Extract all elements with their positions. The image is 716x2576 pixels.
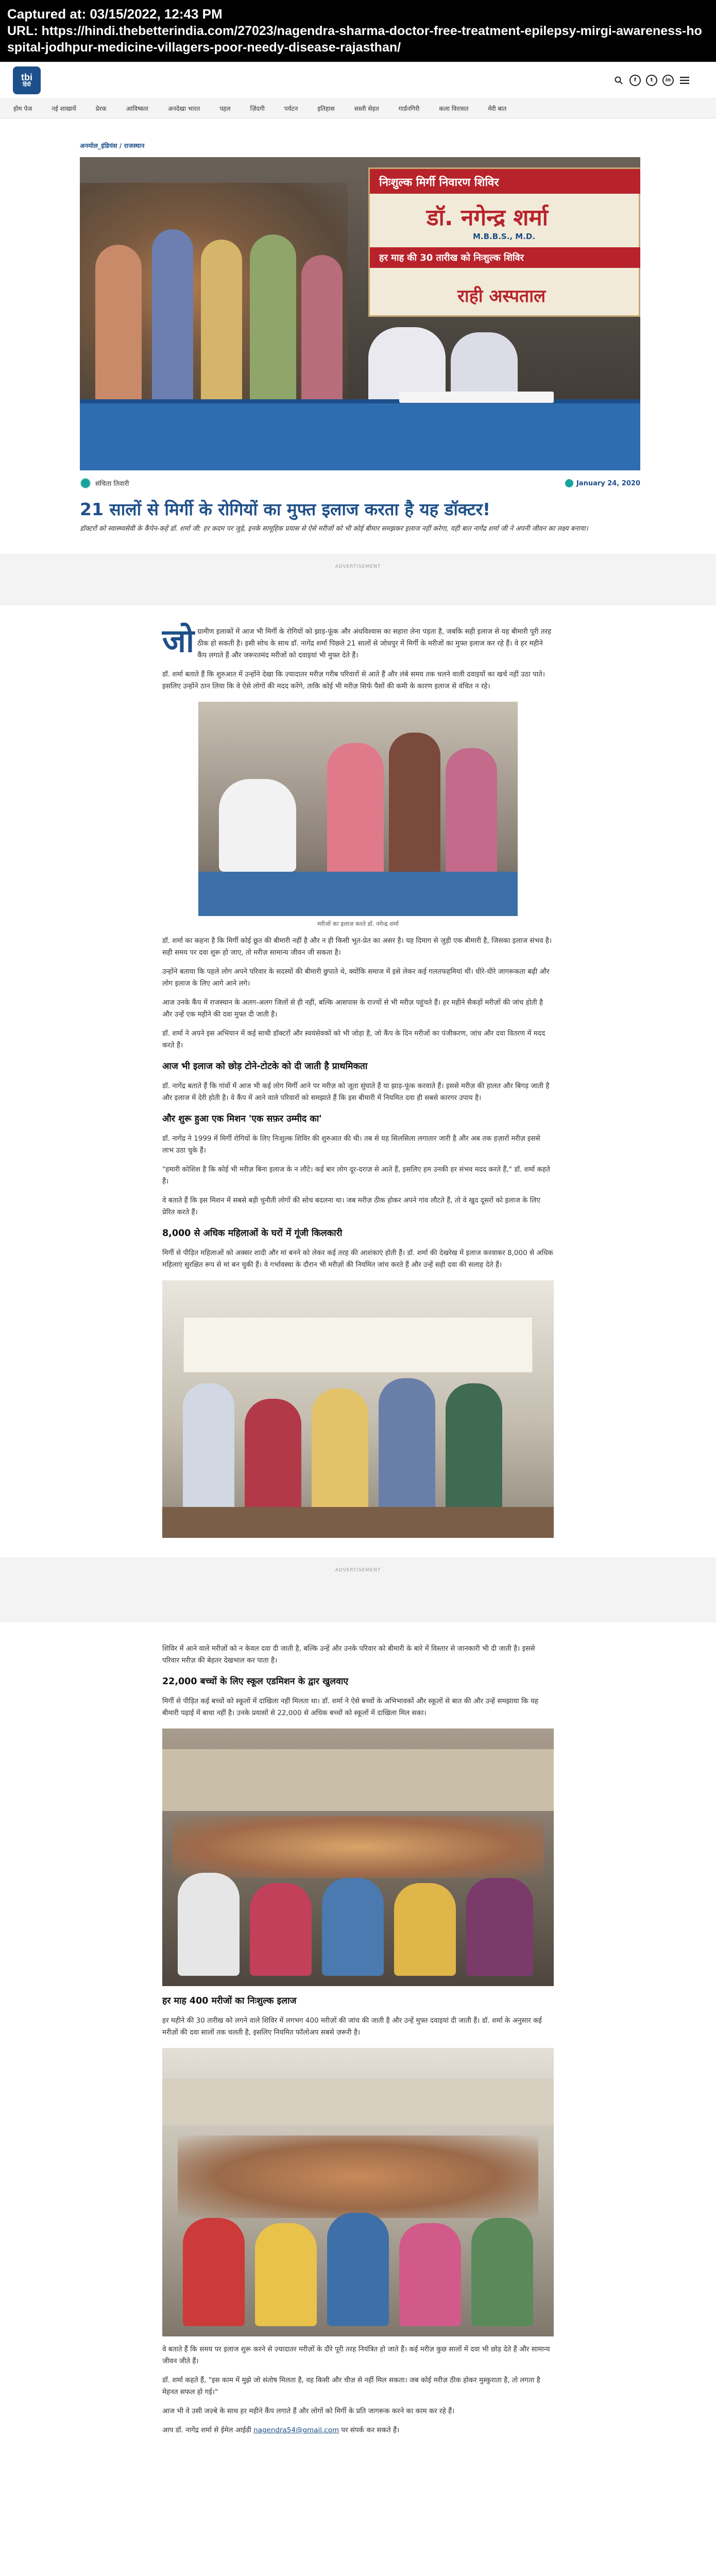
nav-item-history[interactable]: इतिहास: [317, 105, 335, 112]
nav-item-gardening[interactable]: गार्डनगिरी: [398, 105, 420, 112]
site-header: [0, 62, 716, 99]
article-body: [162, 622, 554, 1538]
section-heading: 22,000 बच्चों के लिए स्कूल एडमिशन के द्वार खुलवाए: [162, 1676, 349, 1687]
contact-text-after: पर संपर्क कर सकते हैं।: [341, 2426, 400, 2434]
section-heading: 8,000 से अधिक महिलाओं के घरों में गूंजी किलकारी: [162, 1228, 343, 1239]
twitter-icon[interactable]: t: [646, 75, 657, 86]
hero-banner-top: निःशुल्क मिर्गी निवारण शिविर: [379, 176, 499, 189]
nav-item-tourism[interactable]: पर्यटन: [284, 105, 298, 112]
author-info[interactable]: [80, 478, 129, 489]
author-name[interactable]: संचिता तिवारी: [95, 480, 129, 488]
article-paragraph: मिर्गी से पीड़ित कई बच्चों को स्कूलों में दाखिला नहीं मिलता था। डॉ. शर्मा ने ऐसे बच्चों के अभिभावकों और स्कूलों से बात की और उन्हें समझाया कि यह बीमारी पढ़ाई में बाधा नहीं है। उनके प्रयासों से 22,000 से अधिक बच्चों को स्कूलों में दाखिला मिल सका।: [162, 1697, 539, 1717]
author-avatar: [80, 478, 91, 489]
capture-timestamp: Captured at: 03/15/2022, 12:43 PM: [7, 6, 223, 22]
facebook-icon[interactable]: f: [629, 75, 641, 86]
section-heading: आज भी इलाज को छोड़ टोने-टोटके को दी जाती है प्राथमिकता: [162, 1061, 368, 1072]
article-photo-2: [162, 1280, 554, 1538]
hero-banner-degree: M.B.B.S., M.D.: [473, 232, 536, 241]
ad-label-2: ADVERTISEMENT: [335, 1568, 381, 1573]
article-paragraph: डॉ. नागेंद्र ने 1999 में मिर्गी रोगियों के लिए निःशुल्क शिविर की शुरुआत की थी। तब से यह सिलसिला लगातार जारी है और अब तक हज़ारों मरीज़ इससे लाभ उठा चुके हैं।: [162, 1134, 540, 1155]
section-heading: और शुरू हुआ एक मिशन 'एक सफ़र उम्मीद का': [162, 1114, 322, 1124]
section-heading: हर माह 400 मरीजों का निःशुल्क इलाज: [162, 1996, 297, 2006]
hero-banner: [368, 167, 640, 317]
nav-item-art-heritage[interactable]: कला विरासत: [439, 105, 469, 112]
capture-url: URL: https://hindi.thebetterindia.com/27023/nagendra-sharma-doctor-free-treatment-epilepsy-mirgi-awareness-hospital-jodhpur-medicine-villagers-poor-needy-disease-rajasthan/: [7, 24, 702, 55]
article-paragraph: वे बताते हैं कि समय पर इलाज शुरू करने से ज़्यादातर मरीज़ों के दौरे पूरी तरह नियंत्रित हो जाते हैं। कई मरीज़ कुछ सालों में दवा भी छोड़ देते हैं और सामान्य जीवन जीते हैं।: [162, 2345, 550, 2365]
article-figure-2: [162, 1280, 554, 1538]
instagram-icon[interactable]: in: [662, 75, 674, 86]
publish-date: [565, 479, 640, 487]
article-paragraph: आज भी वे उसी जज़्बे के साथ हर महीने कैंप लगाते हैं और लोगों को मिर्गी के प्रति जागरूक करने का काम कर रहे हैं।: [162, 2407, 455, 2415]
nav-item-new-branches[interactable]: नई शाखायें: [52, 105, 76, 112]
article-paragraph: डॉ. शर्मा कहते हैं, "इस काम में मुझे जो संतोष मिलता है, वह किसी और चीज़ से नहीं मिल सकता। जब कोई मरीज़ ठीक होकर मुस्कुराता है, तो लगता है मेहनत सफल हो गई।": [162, 2376, 540, 2396]
article-paragraph: "हमारी कोशिश है कि कोई भी मरीज़ बिना इलाज के न लौटे। कई बार लोग दूर-दराज़ से आते हैं, इसलिए हम उनकी हर संभव मदद करते हैं," डॉ. शर्मा कहते हैं।: [162, 1165, 550, 1185]
photo-caption-1: मरीजों का इलाज करते डॉ. नगेन्द्र शर्मा: [317, 920, 399, 927]
article-paragraph: आज उनके कैंप में राजस्थान के अलग-अलग जिलों से ही नहीं, बल्कि आसपास के राज्यों से भी मरीज़ पहुंचते हैं। हर महीने सैकड़ों मरीज़ों की जांच होती है और उन्हें एक महीने की दवा मुफ्त दी जाती है।: [162, 998, 543, 1019]
logo-text: हिंदी: [23, 82, 31, 88]
article-dek: डॉक्टरों को स्वास्थ्यसेवी के कैंपेन-कहें डॉ. शर्मा जी: हर कदम पर जुड़े, इनके सामूहिक प्रयास से ऐसे मरीजों को भी कोई बीमार समझकर इलाज नहीं करेगा, यही बात नागेंद्र शर्मा जी ने अपनी जीवन का लक्ष्य बनाया।: [80, 525, 588, 533]
hero-banner-venue: राही अस्पताल: [457, 286, 546, 307]
article-paragraph: डॉ. शर्मा बताते हैं कि शुरुआत में उन्होंने देखा कि ज़्यादातर मरीज़ गरीब परिवारों से आते हैं और लंबे समय तक चलने वाली दवाइयों का खर्च नहीं उठा पाते। इसलिए उन्होंने ठान लिया कि वे ऐसे लोगों की मदद करेंगे, ताकि कोई भी मरीज़ सिर्फ पैसों की कमी के कारण इलाज से वंचित न रहे।: [162, 670, 545, 690]
article-paragraph: उन्होंने बताया कि पहले लोग अपने परिवार के सदस्यों की बीमारी छुपाते थे, क्योंकि समाज में इसे लेकर कई गलतफहमियां थीं। धीरे-धीरे जागरूकता बढ़ी और लोग इलाज के लिए आगे आने लगे।: [162, 968, 550, 988]
article-paragraph: डॉ. शर्मा ने अपने इस अभियान में कई साथी डॉक्टरों और स्वयंसेवकों को भी जोड़ा है, जो कैंप के दिन मरीजों का पंजीकरण, जांच और दवा वितरण में मदद करते हैं।: [162, 1029, 545, 1049]
logo-mark: tbi: [21, 72, 32, 82]
article-paragraph: जोग्रामीण इलाकों में आज भी मिर्गी के रोगियों को झाड़-फूंक और अंधविश्वास का सहारा लेना पड़ता है, जबकि सही इलाज से यह बीमारी पूरी तरह ठीक हो सकती है। इसी सोच के साथ डॉ. नागेंद्र शर्मा पिछले 21 सालों से जोधपुर में मिर्गी के मरीजों का मुफ्त इलाज कर रहे हैं। वे हर महीने कैंप लगाते हैं और जरूरतमंद मरीजों को दवाइयां भी मुफ्त देते हैं।: [162, 622, 552, 659]
site-logo[interactable]: [13, 66, 41, 94]
nav-item-innovation[interactable]: आविष्कार: [126, 105, 148, 112]
ad-label: ADVERTISEMENT: [335, 564, 381, 569]
article-figure-1: [162, 702, 554, 928]
hero-image: [80, 157, 640, 470]
publish-date-text: January 24, 2020: [576, 479, 640, 487]
article-photo-3: [162, 1728, 554, 1986]
nav-item-unseen-india[interactable]: अनदेखा भारत: [167, 105, 200, 112]
advertisement-slot: [0, 554, 716, 605]
article-meta: [80, 478, 640, 489]
article-paragraph: हर महीने की 30 तारीख को लगने वाले शिविर में लगभग 400 मरीज़ों की जांच की जाती है और उन्हें मुफ्त दवाइयां दी जाती हैं। डॉ. शर्मा के अनुसार कई मरीज़ों की दवा सालों तक चलती है, इसलिए नियमित फॉलोअप सबसे ज़रूरी है।: [162, 2016, 542, 2037]
menu-icon[interactable]: [679, 75, 690, 86]
nav-item-my-view[interactable]: मेरी बात: [488, 105, 507, 112]
article-headline: 21 सालों से मिर्गी के रोगियों का मुफ्त इलाज करता है यह डॉक्टर!: [80, 499, 491, 519]
nav-item-inspiring[interactable]: प्रेरक: [95, 105, 107, 112]
article-photo-1: [198, 702, 518, 916]
nav-item-affordable-health[interactable]: सस्ती सेहत: [354, 105, 379, 112]
hero-banner-line: हर माह की 30 तारीख को निःशुल्क शिविर: [379, 252, 524, 263]
search-icon[interactable]: [613, 75, 624, 86]
drop-cap: जो: [162, 622, 195, 659]
advertisement-slot-2: [0, 1557, 716, 1622]
contact-text-before: आप डॉ. नागेंद्र शर्मा से ईमेल आईडी: [162, 2426, 251, 2434]
calendar-icon: [565, 479, 573, 487]
header-actions: [613, 75, 690, 86]
capture-info-bar: [0, 0, 716, 62]
contact-email-link[interactable]: nagendra54@gmail.com: [253, 2426, 339, 2434]
article-body-continued: [162, 1643, 554, 2436]
contact-paragraph: [162, 2425, 554, 2436]
article-paragraph: डॉ. शर्मा का कहना है कि मिर्गी कोई छूत की बीमारी नहीं है और न ही किसी भूत-प्रेत का असर है। यह दिमाग से जुड़ी एक बीमारी है, जिसका इलाज संभव है। सही समय पर दवा शुरू हो जाए, तो मरीज़ सामान्य जीवन जी सकता है।: [162, 937, 552, 957]
main-nav: [0, 99, 716, 118]
article-figure-3: [162, 1728, 554, 1986]
nav-item-life[interactable]: ज़िंदगी: [250, 105, 265, 112]
breadcrumb[interactable]: अनमोल_इंडियंस / राजस्थान: [80, 142, 145, 149]
nav-item-home[interactable]: होम पेज: [13, 105, 32, 112]
article-paragraph: मिर्गी से पीड़ित महिलाओं को अक्सर शादी और मां बनने को लेकर कई तरह की आशंकाएं होती हैं। डॉ. शर्मा की देखरेख में इलाज करवाकर 8,000 से अधिक महिलाएं सुरक्षित रूप से मां बन चुकी हैं। वे गर्भावस्था के दौरान भी मरीज़ों की नियमित जांच करते हैं और उन्हें सही दवा की सलाह देते हैं।: [162, 1249, 553, 1269]
article-photo-4: [162, 2048, 554, 2336]
hero-banner-name: डॉ. नगेन्द्र शर्मा: [427, 205, 549, 231]
article-paragraph: वे बताते हैं कि इस मिशन में सबसे बड़ी चुनौती लोगों की सोच बदलना था। जब मरीज़ ठीक होकर अपने गांव लौटते हैं, तो वे खुद दूसरों को इलाज के लिए प्रेरित करते हैं।: [162, 1196, 540, 1216]
article-paragraph: डॉ. नागेंद्र बताते हैं कि गांवों में आज भी कई लोग मिर्गी आने पर मरीज़ को जूता सुंघाते हैं या झाड़-फूंक करवाते हैं। इससे मरीज़ की हालत और बिगड़ जाती है और इलाज में देरी होती है। वे कैंप में आने वाले परिवारों को समझाते हैं कि इस बीमारी में नियमित दवा ही सबसे कारगर उपाय है।: [162, 1082, 550, 1102]
nav-item-initiative[interactable]: पहल: [219, 105, 231, 112]
article-paragraph: शिविर में आने वाले मरीज़ों को न केवल दवा दी जाती है, बल्कि उन्हें और उनके परिवार को बीमारी के बारे में विस्तार से जानकारी भी दी जाती है। इससे परिवार मरीज़ की बेहतर देखभाल कर पाता है।: [162, 1645, 535, 1665]
article-figure-4: [162, 2048, 554, 2336]
